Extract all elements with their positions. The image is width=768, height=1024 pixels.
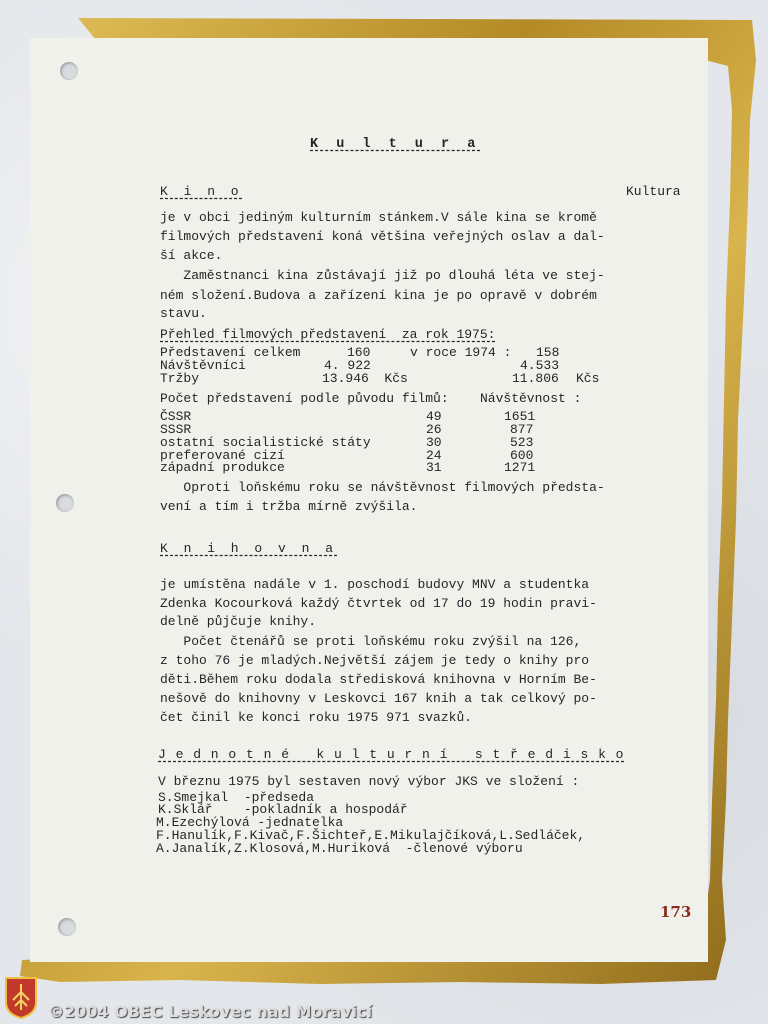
kino-paragraph-line: ší akce. — [160, 248, 223, 263]
section-heading-kino: K i n o — [160, 184, 243, 199]
overview-label: Představení celkem — [160, 345, 301, 360]
origin-label: západní produkce — [160, 460, 285, 475]
document-title: K u l t u r a — [310, 137, 481, 152]
overview-compare-value: 4.533 — [520, 358, 560, 373]
origin-count: 26 — [426, 422, 442, 437]
jks-member-line: S.Smejkal -předseda — [158, 790, 315, 805]
punch-hole-top — [60, 62, 78, 80]
page-number: 173 — [660, 903, 692, 921]
overview-value: 4. 922 — [324, 358, 371, 373]
overview-value: 13.946 Kčs — [322, 371, 408, 386]
kino-paragraph-line: filmových představení koná většina veřejných oslav a dal- — [160, 229, 605, 244]
origin-count: 31 — [426, 460, 442, 475]
knihovna-paragraph-line: Zdenka Kocourková každý čtvrtek od 17 do 19 hodin pravi- — [160, 596, 597, 611]
origin-heading: Počet představení podle původu filmů: — [160, 391, 449, 406]
overview-label: Tržby — [160, 371, 200, 386]
section-heading-jks: J e d n o t n é k u l t u r n í s t ř e d i s k o — [158, 747, 625, 762]
origin-attendance: 1651 — [504, 409, 536, 424]
origin-attendance: 877 — [510, 422, 534, 437]
origin-label: ostatní socialistické státy — [160, 435, 371, 450]
knihovna-paragraph-line: Počet čtenářů se proti loňskému roku zvýšil na 126, — [160, 634, 582, 649]
kino-paragraph-line: je v obci jediným kulturním stánkem.V sále kina se kromě — [160, 210, 597, 225]
origin-attendance: 1271 — [504, 460, 536, 475]
overview-compare: v roce 1974 : — [410, 345, 512, 360]
origin-attendance: 523 — [510, 435, 534, 450]
knihovna-paragraph-line: z toho 76 je mladých.Největší zájem je tedy o knihy pro — [160, 653, 590, 668]
kino-paragraph-line: stavu. — [160, 306, 207, 321]
kino-paragraph-line: ném složení.Budova a zařízení kina je po opravě v dobrém — [160, 288, 597, 303]
overview-value: 160 — [347, 345, 371, 360]
overview-compare-value: 11.806 — [512, 371, 559, 386]
origin-label: ČSSR — [160, 409, 192, 424]
copyright-watermark: ©2004 OBEC Leskovec nad Moravicí — [48, 1002, 372, 1021]
overview-unit: Kčs — [576, 371, 600, 386]
jks-intro: V březnu 1975 byl sestaven nový výbor JKS ve složení : — [158, 774, 580, 789]
overview-compare-value: 158 — [536, 345, 560, 360]
attendance-label: Návštěvnost : — [480, 391, 582, 406]
origin-label: preferované cizí — [160, 448, 285, 463]
side-label: Kultura — [626, 184, 681, 199]
kino-closing-line: Oproti loňskému roku se návštěvnost filmových předsta- — [160, 480, 605, 495]
jks-member-line: M.Ezechýlová -jednatelka — [156, 815, 344, 830]
kino-paragraph-line: Zaměstnanci kina zůstávají již po dlouhá léta ve stej- — [160, 268, 605, 283]
origin-label: SSSR — [160, 422, 192, 437]
punch-hole-bottom — [58, 918, 76, 936]
knihovna-paragraph-line: děti.Během roku dodala středisková knihovna v Horním Be- — [160, 672, 597, 687]
jks-member-line: F.Hanulík,F.Kivač,F.Šichteř,E.Mikulajčíková,L.Sedláček, — [156, 828, 586, 843]
knihovna-paragraph-line: je umístěna nadále v 1. poschodí budovy MNV a studentka — [160, 577, 590, 592]
overview-heading: Přehled filmových představení za rok 1975: — [160, 327, 496, 342]
knihovna-paragraph-line: nešově do knihovny v Leskovci 167 knih a tak celkový po- — [160, 691, 597, 706]
jks-member-line: A.Janalík,Z.Klosová,M.Huriková -členové výboru — [156, 841, 523, 856]
knihovna-paragraph-line: čet činil ke konci roku 1975 971 svazků. — [160, 710, 473, 725]
origin-count: 49 — [426, 409, 442, 424]
punch-hole-middle — [56, 494, 74, 512]
municipal-crest-icon — [4, 976, 38, 1020]
origin-count: 24 — [426, 448, 442, 463]
section-heading-knihovna: K n i h o v n a — [160, 541, 338, 556]
origin-count: 30 — [426, 435, 442, 450]
jks-member-line: K.Sklář -pokladník a hospodář — [158, 802, 408, 817]
knihovna-paragraph-line: delně půjčuje knihy. — [160, 614, 317, 629]
overview-label: Návštěvníci — [160, 358, 246, 373]
kino-closing-line: vení a tím i tržba mírně zvýšila. — [160, 499, 418, 514]
origin-attendance: 600 — [510, 448, 534, 463]
